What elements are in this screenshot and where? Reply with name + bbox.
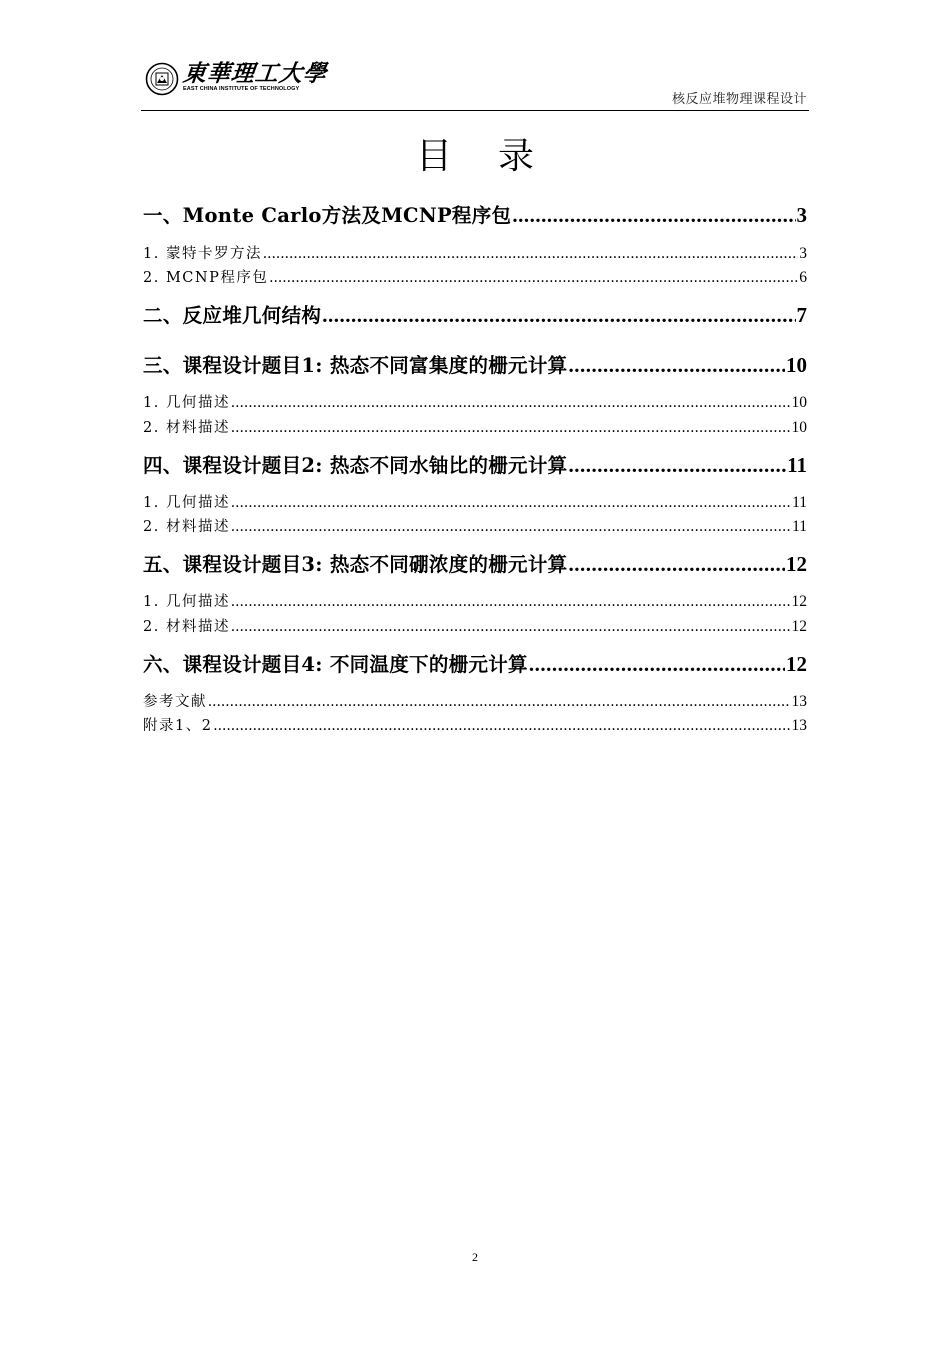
toc-entry-page: 3 — [799, 245, 807, 262]
toc-entry-label: 参考文献 — [143, 694, 207, 710]
dot-leader — [529, 652, 785, 677]
dot-leader — [231, 419, 791, 437]
toc-entry[interactable] — [143, 515, 807, 536]
toc-entry-page: 12 — [791, 618, 807, 635]
dot-leader — [231, 494, 791, 512]
toc-entry-label: 1. 几何描述 — [143, 495, 230, 511]
dot-leader — [568, 552, 785, 577]
toc-entry[interactable] — [143, 714, 807, 735]
toc-entry-page: 3 — [796, 203, 807, 227]
toc-entry-page: 11 — [792, 518, 807, 535]
toc-entry[interactable] — [143, 391, 807, 412]
toc-entry[interactable] — [143, 266, 807, 287]
toc-entry[interactable] — [143, 690, 807, 711]
dot-leader — [322, 303, 795, 328]
toc-entry[interactable] — [143, 200, 807, 228]
toc-entry[interactable] — [143, 450, 807, 478]
toc-entry-label: 三、课程设计题目1: 热态不同富集度的栅元计算 — [143, 354, 568, 377]
toc-entry[interactable] — [143, 350, 807, 378]
dot-leader — [512, 203, 795, 228]
toc-entry-label: 2. 材料描述 — [143, 420, 230, 436]
toc-entry-label: 二、反应堆几何结构 — [143, 304, 322, 327]
toc-entry-page: 11 — [787, 453, 807, 477]
university-seal-icon — [145, 62, 179, 96]
toc-entry-label: 1. 几何描述 — [143, 395, 230, 411]
toc-entry-page: 13 — [791, 717, 807, 734]
dot-leader — [208, 693, 791, 711]
dot-leader — [231, 394, 791, 412]
page-header — [141, 58, 809, 111]
toc-entry-page: 7 — [796, 303, 807, 327]
dot-leader — [568, 353, 785, 378]
toc-entry-label: 五、课程设计题目3: 热态不同硼浓度的栅元计算 — [143, 553, 568, 576]
toc-entry-page: 12 — [786, 652, 807, 676]
toc-entry-page: 6 — [799, 269, 807, 286]
toc-entry[interactable] — [143, 649, 807, 677]
toc-entry-page: 13 — [791, 693, 807, 710]
toc-entry-label: 2. 材料描述 — [143, 619, 230, 635]
logo-english-name: EAST CHINA INSTITUTE OF TECHNOLOGY — [183, 86, 300, 92]
logo-chinese-name: 東華理工大學 — [181, 60, 329, 87]
dot-leader — [568, 453, 786, 478]
toc-entry[interactable] — [143, 491, 807, 512]
toc-entry-label: 1. 蒙特卡罗方法 — [143, 246, 262, 262]
toc-entry-page: 10 — [791, 394, 807, 411]
page-number: 2 — [472, 1250, 478, 1264]
dot-leader — [263, 245, 798, 263]
toc-entry[interactable] — [143, 549, 807, 577]
dot-leader — [231, 618, 791, 636]
toc-entry-page: 10 — [786, 353, 807, 377]
toc-entry-label: 2. MCNP程序包 — [143, 270, 269, 286]
toc-entry[interactable] — [143, 242, 807, 263]
toc-heading: 目录 — [415, 136, 580, 177]
toc-entry-label: 2. 材料描述 — [143, 519, 230, 535]
dot-leader — [231, 518, 791, 536]
toc-entry-page: 11 — [792, 494, 807, 511]
toc-entry-label: 1. 几何描述 — [143, 594, 230, 610]
toc-entry[interactable] — [143, 590, 807, 611]
toc-entry-label: 六、课程设计题目4: 不同温度下的栅元计算 — [143, 653, 528, 676]
course-title: 核反应堆物理课程设计 — [671, 92, 807, 107]
toc-entry-label: 四、课程设计题目2: 热态不同水铀比的栅元计算 — [143, 454, 568, 477]
toc-entry-label: 附录1、2 — [143, 718, 213, 734]
toc-entry-page: 12 — [791, 593, 807, 610]
toc-entry[interactable] — [143, 615, 807, 636]
dot-leader — [269, 269, 798, 287]
toc-entry[interactable] — [143, 300, 807, 328]
toc-entry-page: 10 — [791, 419, 807, 436]
toc-entry-label: 一、Monte Carlo方法及MCNP程序包 — [143, 204, 512, 227]
toc-entry[interactable] — [143, 416, 807, 437]
toc-entry-page: 12 — [786, 552, 807, 576]
dot-leader — [231, 593, 791, 611]
dot-leader — [213, 717, 790, 735]
university-logo — [145, 62, 327, 96]
